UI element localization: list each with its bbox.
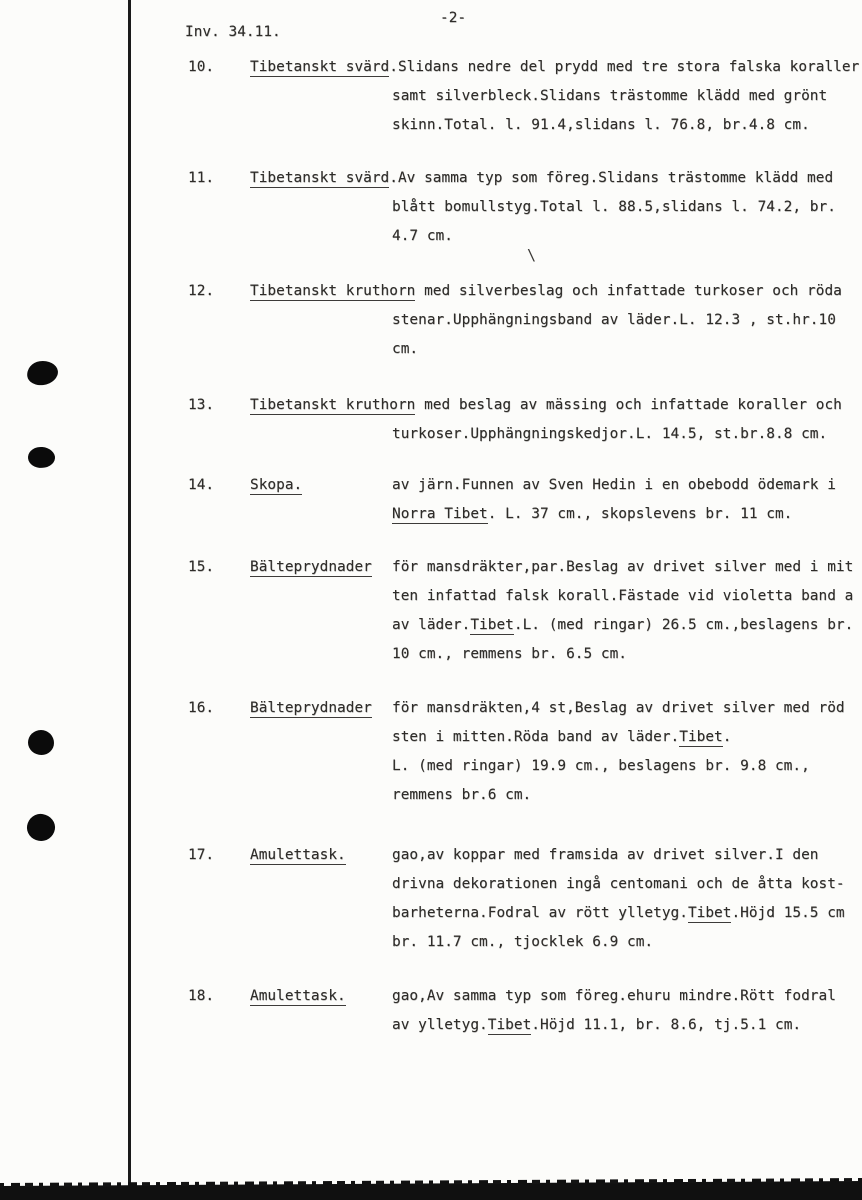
entry-text-segment: .Slidans nedre del prydd med tre stora falska koraller [389,59,860,75]
entry-title-line [250,475,302,495]
entry-text-segment: br. 11.7 cm., tjocklek 6.9 cm. [392,934,654,950]
entry-text-segment: Norra Tibet [392,506,488,522]
entry-title: Tibetanskt kruthorn [250,283,416,299]
entry-text-segment: Tibet [687,905,732,921]
entry-text-segment: gao,av koppar med framsida av drivet silver.I den [392,847,819,863]
entry-text-segment: Tibet [470,617,514,633]
punch-hole [25,812,57,843]
entry-description-line [392,903,845,923]
entry-description-line [392,586,853,606]
entry-number: 17. [188,847,215,863]
entry-text-segment: 10 cm., remmens br. 6.5 cm. [392,646,628,662]
entry-description-line [392,424,827,444]
stray-scan-mark: \ [527,246,537,264]
entry-text-segment: barheterna.Fodral av rött ylletyg. [392,905,688,921]
entry-text-segment: Tibet [487,1017,532,1033]
left-margin-rule-line [128,0,131,1192]
punch-hole [28,730,54,755]
entry-number: 15. [188,559,215,575]
entry-text-segment: .Höjd 11.1, br. 8.6, tj.5.1 cm. [531,1017,802,1033]
entry-title: Amulettask. [250,847,346,863]
entry-description-line [392,698,845,718]
entry-number: 12. [188,283,215,299]
entry-title: Bälteprydnader [250,700,372,716]
entry-text-segment: för mansdräkter,par.Beslag av drivet silver med i mit [392,559,854,575]
entry-text-segment: .L. (med ringar) 26.5 cm.,beslagens br. [513,617,854,633]
entry-description-line [392,727,731,747]
scan-bottom-edge-shadow [0,1181,862,1200]
entry-description-line [392,874,845,894]
entry-text-segment: drivna dekorationen ingå centomani och de åtta kost- [392,876,845,892]
entry-text-segment: 4.7 cm. [392,228,453,244]
entry-title: Tibetanskt svärd [250,59,390,75]
entry-text-segment: för mansdräkten,4 st,Beslag av drivet silver med röd [392,700,845,716]
entry-title: Tibetanskt svärd [250,170,390,186]
entry-text-segment: gao,Av samma typ som föreg.ehuru mindre.Rött fodral [392,988,836,1004]
punch-hole [25,359,59,387]
entry-description-line [392,475,836,495]
entry-title-line [250,57,859,77]
entry-text-segment: L. (med ringar) 19.9 cm., beslagens br. 9.8 cm., [392,758,810,774]
entry-description-line [392,86,827,106]
entry-number: 18. [188,988,215,1004]
entry-title: Amulettask. [250,988,346,1004]
entry-text-segment: turkoser.Upphängningskedjor.L. 14.5, st.br.8.8 cm. [392,426,828,442]
entry-description-line [392,226,453,246]
entry-description-line [392,504,792,524]
page-number: -2- [440,10,467,26]
entry-text-segment: av läder. [392,617,471,633]
inventory-label: Inv. 34.11. [185,24,281,40]
entry-text-segment: med beslag av mässing och infattade koraller och [415,397,842,413]
entry-title-line [250,845,346,865]
entry-text-segment: sten i mitten.Röda band av läder. [392,729,680,745]
entry-description-line [392,986,836,1006]
entry-title-line [250,395,842,415]
entry-text-segment: samt silverbleck.Slidans trästomme klädd med grönt [392,88,828,104]
entry-title: Tibetanskt kruthorn [250,397,416,413]
entry-description-line [392,644,627,664]
entry-description-line [392,197,836,217]
entry-text-segment: stenar.Upphängningsband av läder.L. 12.3 , st.hr.10 [392,312,836,328]
entry-description-line [392,615,853,635]
entry-title: Bälteprydnader [250,559,372,575]
entry-number: 10. [188,59,215,75]
entry-text-segment: av järn.Funnen av Sven Hedin i en obebodd ödemark i [392,477,836,493]
entry-text-segment: blått bomullstyg.Total l. 88.5,slidans l. 74.2, br. [392,199,836,215]
entry-text-segment: cm. [392,341,419,357]
entry-title-line [250,281,842,301]
entry-title-line [250,168,833,188]
entry-text-segment: med silverbeslag och infattade turkoser och röda [415,283,842,299]
entry-description-line [392,339,418,359]
entry-title: Skopa. [250,477,303,493]
entry-text-segment: ten infattad falsk korall.Fästade vid violetta band a [392,588,854,604]
entry-description-line [392,310,836,330]
entry-title-line [250,557,372,577]
entry-description-line [392,756,810,776]
entry-description-line [392,557,853,577]
entry-number: 13. [188,397,215,413]
entry-text-segment: Tibet [679,729,723,745]
entry-text-segment: .Av samma typ som föreg.Slidans trästomme klädd med [389,170,834,186]
entry-description-line [392,845,819,865]
entry-text-segment: skinn.Total. l. 91.4,slidans l. 76.8, br.4.8 cm. [392,117,810,133]
entry-description-line [392,115,810,135]
entry-description-line [392,785,531,805]
entry-text-segment: . [722,729,732,745]
entry-text-segment: remmens br.6 cm. [392,787,532,803]
entry-text-segment: . L. 37 cm., skopslevens br. 11 cm. [487,506,793,522]
entry-number: 16. [188,700,215,716]
entry-number: 14. [188,477,215,493]
entry-title-line [250,698,372,718]
entry-number: 11. [188,170,215,186]
entry-title-line [250,986,346,1006]
entry-text-segment: .Höjd 15.5 cm [731,905,845,921]
entry-text-segment: av ylletyg. [392,1017,488,1033]
punch-hole [27,446,56,469]
entry-description-line [392,932,653,952]
entry-description-line [392,1015,801,1035]
